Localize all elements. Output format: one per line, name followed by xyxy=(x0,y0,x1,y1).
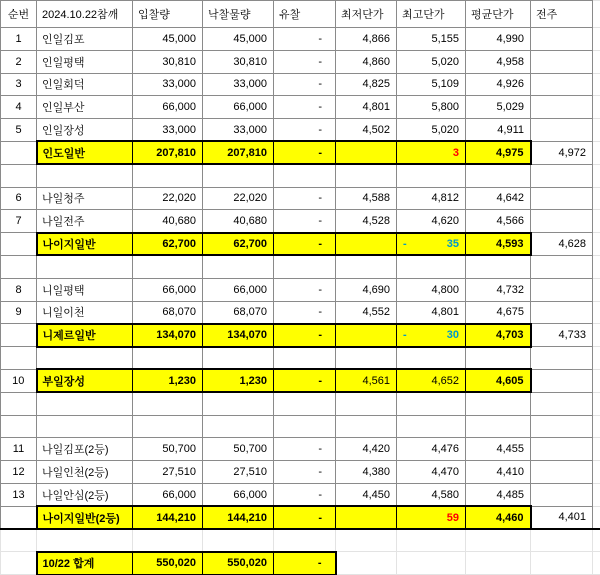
row-number-cell[interactable]: 9 xyxy=(1,301,37,324)
row-number-cell[interactable]: 1 xyxy=(1,28,37,51)
row-number-cell[interactable]: 11 xyxy=(1,438,37,461)
diff-value: 30 xyxy=(446,329,459,342)
bid-quantity-cell[interactable]: 45,000 xyxy=(133,28,203,51)
prev-week-cell[interactable] xyxy=(531,278,593,301)
prev-week-cell[interactable] xyxy=(531,28,593,51)
won-quantity-cell[interactable] xyxy=(203,164,274,187)
prev-week-cell[interactable]: 4,401 xyxy=(531,506,593,529)
won-quantity-cell[interactable]: 550,020 xyxy=(203,552,274,575)
won-quantity-cell[interactable]: 62,700 xyxy=(203,233,274,256)
spacer-cell xyxy=(593,119,600,142)
won-quantity-cell[interactable]: 27,510 xyxy=(203,461,274,484)
data-row xyxy=(1,278,600,301)
failed-bid-cell[interactable]: - xyxy=(274,506,336,529)
col-header-avg[interactable]: 평균단가 xyxy=(466,1,531,28)
max-price-cell[interactable]: 4,800 xyxy=(397,278,466,301)
max-price-cell[interactable]: 59 xyxy=(397,506,466,529)
bid-quantity-cell[interactable]: 33,000 xyxy=(133,73,203,96)
diff-value: 35 xyxy=(446,238,459,251)
max-price-cell[interactable]: 3 xyxy=(397,141,466,164)
failed-bid-cell[interactable]: - xyxy=(274,50,336,73)
negative-sign: - xyxy=(403,238,407,251)
max-price-cell[interactable]: 4,470 xyxy=(397,461,466,484)
avg-price-cell[interactable] xyxy=(466,164,531,187)
data-row xyxy=(1,119,600,142)
failed-bid-cell[interactable]: - xyxy=(274,28,336,51)
item-name-cell[interactable] xyxy=(37,347,133,370)
row-number-cell[interactable] xyxy=(1,392,37,415)
max-price-cell[interactable] xyxy=(397,415,466,438)
spacer-cell xyxy=(593,28,600,51)
spacer-cell xyxy=(593,141,600,164)
row-number-cell[interactable]: 3 xyxy=(1,73,37,96)
item-name-cell[interactable]: 나이지일반 xyxy=(37,233,133,256)
failed-bid-cell[interactable]: - xyxy=(274,233,336,256)
data-row xyxy=(1,50,600,73)
min-price-cell[interactable]: 4,860 xyxy=(336,50,397,73)
row-number-cell[interactable]: 7 xyxy=(1,210,37,233)
row-number-cell[interactable]: 6 xyxy=(1,187,37,210)
data-row xyxy=(1,483,600,506)
row-number-cell[interactable] xyxy=(1,164,37,187)
avg-price-cell[interactable]: 4,703 xyxy=(466,324,531,347)
min-price-cell[interactable]: 4,588 xyxy=(336,187,397,210)
max-price-cell[interactable]: 5,020 xyxy=(397,50,466,73)
bid-quantity-cell[interactable]: 134,070 xyxy=(133,324,203,347)
prev-week-cell[interactable] xyxy=(531,438,593,461)
bid-quantity-cell[interactable]: 66,000 xyxy=(133,278,203,301)
bid-quantity-cell[interactable] xyxy=(133,255,203,278)
bid-quantity-cell[interactable] xyxy=(133,164,203,187)
item-name-cell[interactable]: 인일회덕 xyxy=(37,73,133,96)
won-quantity-cell[interactable]: 134,070 xyxy=(203,324,274,347)
min-price-cell[interactable]: 4,801 xyxy=(336,96,397,119)
max-price-cell[interactable] xyxy=(397,255,466,278)
spacer-cell xyxy=(593,347,600,370)
prev-week-cell[interactable] xyxy=(531,415,593,438)
failed-bid-cell[interactable]: - xyxy=(274,483,336,506)
avg-price-cell[interactable] xyxy=(466,392,531,415)
avg-price-cell[interactable]: 4,460 xyxy=(466,506,531,529)
min-price-cell[interactable] xyxy=(336,392,397,415)
summary-row xyxy=(1,233,600,256)
prev-week-cell[interactable] xyxy=(531,392,593,415)
min-price-cell[interactable] xyxy=(336,347,397,370)
item-name-cell[interactable]: 니제르일반 xyxy=(37,324,133,347)
prev-week-cell[interactable]: 4,972 xyxy=(531,141,593,164)
row-number-cell[interactable]: 5 xyxy=(1,119,37,142)
prev-week-cell[interactable] xyxy=(531,119,593,142)
max-price-cell[interactable] xyxy=(397,164,466,187)
max-price-cell[interactable] xyxy=(397,233,466,256)
avg-price-cell[interactable]: 4,410 xyxy=(466,461,531,484)
won-quantity-cell[interactable] xyxy=(203,255,274,278)
row-number-cell[interactable] xyxy=(1,141,37,164)
item-name-cell[interactable] xyxy=(37,164,133,187)
min-price-cell[interactable]: 4,380 xyxy=(336,461,397,484)
prev-week-cell[interactable]: 4,733 xyxy=(531,324,593,347)
min-price-cell[interactable] xyxy=(336,324,397,347)
min-price-cell[interactable]: 4,825 xyxy=(336,73,397,96)
item-name-cell[interactable]: 인도일반 xyxy=(37,141,133,164)
won-quantity-cell[interactable]: 33,000 xyxy=(203,119,274,142)
item-name-cell[interactable]: 나일김포(2등) xyxy=(37,438,133,461)
negative-sign: - xyxy=(403,329,407,342)
won-quantity-cell[interactable]: 207,810 xyxy=(203,141,274,164)
failed-bid-cell[interactable] xyxy=(274,392,336,415)
won-quantity-cell[interactable]: 1,230 xyxy=(203,369,274,392)
bid-quantity-cell[interactable]: 27,510 xyxy=(133,461,203,484)
avg-price-cell[interactable] xyxy=(466,255,531,278)
max-price-cell[interactable]: 5,800 xyxy=(397,96,466,119)
min-price-cell[interactable] xyxy=(336,415,397,438)
max-price-cell[interactable] xyxy=(397,392,466,415)
row-number-cell[interactable] xyxy=(1,255,37,278)
row-number-cell[interactable] xyxy=(1,506,37,529)
avg-price-cell[interactable]: 4,642 xyxy=(466,187,531,210)
prev-week-cell[interactable] xyxy=(531,164,593,187)
summary-row xyxy=(1,141,600,164)
spacer-cell xyxy=(593,415,600,438)
spacer-cell xyxy=(593,301,600,324)
avg-price-cell[interactable] xyxy=(466,529,531,552)
item-name-cell[interactable]: 인일평택 xyxy=(37,50,133,73)
bid-quantity-cell[interactable]: 50,700 xyxy=(133,438,203,461)
failed-bid-cell[interactable]: - xyxy=(274,96,336,119)
avg-price-cell[interactable] xyxy=(466,415,531,438)
min-price-cell[interactable] xyxy=(336,552,397,575)
data-row xyxy=(1,438,600,461)
min-price-cell[interactable]: 4,690 xyxy=(336,278,397,301)
max-price-cell[interactable]: 4,652 xyxy=(397,369,466,392)
failed-bid-cell[interactable]: - xyxy=(274,301,336,324)
row-number-cell[interactable] xyxy=(1,324,37,347)
avg-price-cell[interactable]: 4,975 xyxy=(466,141,531,164)
item-name-cell[interactable]: 인일장성 xyxy=(37,119,133,142)
min-price-cell[interactable]: 4,502 xyxy=(336,119,397,142)
prev-week-cell[interactable] xyxy=(531,96,593,119)
avg-price-cell[interactable] xyxy=(466,552,531,575)
spacer-cell xyxy=(593,392,600,415)
bid-quantity-cell[interactable]: 30,810 xyxy=(133,50,203,73)
prev-week-cell[interactable] xyxy=(531,347,593,370)
prev-week-cell[interactable] xyxy=(531,210,593,233)
spacer-cell xyxy=(593,552,600,575)
won-quantity-cell[interactable]: 66,000 xyxy=(203,278,274,301)
blank-row xyxy=(1,347,600,370)
bid-quantity-cell[interactable]: 1,230 xyxy=(133,369,203,392)
failed-bid-cell[interactable]: - xyxy=(274,369,336,392)
spacer-cell xyxy=(593,461,600,484)
won-quantity-cell[interactable]: 33,000 xyxy=(203,73,274,96)
won-quantity-cell[interactable]: 50,700 xyxy=(203,438,274,461)
won-quantity-cell[interactable] xyxy=(203,529,274,552)
avg-price-cell[interactable]: 4,911 xyxy=(466,119,531,142)
spacer-cell xyxy=(593,96,600,119)
failed-bid-cell[interactable] xyxy=(274,164,336,187)
summary-row xyxy=(1,324,600,347)
row-number-cell[interactable]: 10 xyxy=(1,369,37,392)
row-number-cell[interactable]: 4 xyxy=(1,96,37,119)
col-header-low[interactable]: 최저단가 xyxy=(336,1,397,28)
bid-quantity-cell[interactable]: 66,000 xyxy=(133,483,203,506)
item-name-cell[interactable]: 나일인천(2등) xyxy=(37,461,133,484)
bid-quantity-cell[interactable] xyxy=(133,347,203,370)
min-price-cell[interactable]: 4,420 xyxy=(336,438,397,461)
blank-row xyxy=(1,255,600,278)
data-row xyxy=(1,28,600,51)
won-quantity-cell[interactable]: 144,210 xyxy=(203,506,274,529)
row-number-cell[interactable] xyxy=(1,415,37,438)
bid-quantity-cell[interactable]: 22,020 xyxy=(133,187,203,210)
bid-quantity-cell[interactable]: 68,070 xyxy=(133,301,203,324)
spacer-cell xyxy=(593,73,600,96)
blank-row xyxy=(1,415,600,438)
failed-bid-cell[interactable]: - xyxy=(274,278,336,301)
blank-row xyxy=(1,164,600,187)
avg-price-cell[interactable]: 4,485 xyxy=(466,483,531,506)
failed-bid-cell[interactable] xyxy=(274,347,336,370)
failed-bid-cell[interactable] xyxy=(274,529,336,552)
col-header-won_qty[interactable]: 낙찰물량 xyxy=(203,1,274,28)
col-header-spacer xyxy=(593,1,600,28)
won-quantity-cell[interactable]: 68,070 xyxy=(203,301,274,324)
item-name-cell[interactable]: 10/22 합계 xyxy=(37,552,133,575)
min-price-cell[interactable] xyxy=(336,255,397,278)
item-name-cell[interactable]: 나이지일반(2등) xyxy=(37,506,133,529)
prev-week-cell[interactable] xyxy=(531,187,593,210)
spacer-cell xyxy=(593,278,600,301)
min-price-cell[interactable] xyxy=(336,164,397,187)
col-header-seq[interactable]: 순번 xyxy=(1,1,37,28)
item-name-cell[interactable]: 나일안심(2등) xyxy=(37,483,133,506)
avg-price-cell[interactable]: 4,926 xyxy=(466,73,531,96)
max-price-cell[interactable]: 4,812 xyxy=(397,187,466,210)
min-price-cell[interactable]: 4,528 xyxy=(336,210,397,233)
avg-price-cell[interactable]: 4,675 xyxy=(466,301,531,324)
data-row xyxy=(1,187,600,210)
col-header-bid_qty[interactable]: 입찰량 xyxy=(133,1,203,28)
item-name-cell[interactable]: 나일청주 xyxy=(37,187,133,210)
col-header-prev[interactable]: 전주 xyxy=(531,1,593,28)
spacer-cell xyxy=(593,233,600,256)
bid-quantity-cell[interactable] xyxy=(133,529,203,552)
bid-quantity-cell[interactable] xyxy=(133,415,203,438)
max-price-cell[interactable] xyxy=(397,347,466,370)
spacer-cell xyxy=(593,255,600,278)
data-row xyxy=(1,301,600,324)
failed-bid-cell[interactable]: - xyxy=(274,461,336,484)
failed-bid-cell[interactable]: - xyxy=(274,73,336,96)
avg-price-cell[interactable]: 5,029 xyxy=(466,96,531,119)
min-price-cell[interactable]: 4,866 xyxy=(336,28,397,51)
max-price-cell[interactable]: 4,620 xyxy=(397,210,466,233)
prev-week-cell[interactable]: 4,628 xyxy=(531,233,593,256)
max-price-cell[interactable]: 4,801 xyxy=(397,301,466,324)
spacer-cell xyxy=(593,438,600,461)
max-price-cell[interactable]: 4,476 xyxy=(397,438,466,461)
item-name-cell[interactable]: 니일이천 xyxy=(37,301,133,324)
data-row xyxy=(1,210,600,233)
won-quantity-cell[interactable]: 66,000 xyxy=(203,483,274,506)
prev-week-cell[interactable] xyxy=(531,301,593,324)
failed-bid-cell[interactable] xyxy=(274,255,336,278)
blank-row xyxy=(1,392,600,415)
row-number-cell[interactable]: 13 xyxy=(1,483,37,506)
failed-bid-cell[interactable] xyxy=(274,415,336,438)
max-price-cell[interactable]: 5,155 xyxy=(397,28,466,51)
min-price-cell[interactable] xyxy=(336,529,397,552)
failed-bid-cell[interactable]: - xyxy=(274,210,336,233)
total-row xyxy=(1,552,600,575)
item-name-cell[interactable] xyxy=(37,255,133,278)
failed-bid-cell[interactable]: - xyxy=(274,324,336,347)
summary-row xyxy=(1,506,600,529)
item-name-cell[interactable]: 부일장성 xyxy=(37,369,133,392)
spacer-cell xyxy=(593,529,600,552)
prev-week-cell[interactable] xyxy=(531,461,593,484)
max-price-cell[interactable]: 4,580 xyxy=(397,483,466,506)
avg-price-cell[interactable]: 4,958 xyxy=(466,50,531,73)
blank-row xyxy=(1,529,600,552)
avg-price-cell[interactable] xyxy=(466,347,531,370)
spacer-cell xyxy=(593,50,600,73)
row-number-cell[interactable]: 2 xyxy=(1,50,37,73)
prev-week-cell[interactable] xyxy=(531,255,593,278)
bid-quantity-cell[interactable] xyxy=(133,392,203,415)
won-quantity-cell[interactable] xyxy=(203,415,274,438)
highlight-data-row xyxy=(1,369,600,392)
bid-quantity-cell[interactable]: 33,000 xyxy=(133,119,203,142)
failed-bid-cell[interactable]: - xyxy=(274,552,336,575)
won-quantity-cell[interactable]: 66,000 xyxy=(203,96,274,119)
data-row xyxy=(1,73,600,96)
max-price-cell[interactable] xyxy=(397,529,466,552)
spacer-cell xyxy=(593,324,600,347)
bid-quantity-cell[interactable]: 144,210 xyxy=(133,506,203,529)
min-price-cell[interactable] xyxy=(336,141,397,164)
won-quantity-cell[interactable]: 40,680 xyxy=(203,210,274,233)
min-price-cell[interactable]: 4,561 xyxy=(336,369,397,392)
data-row xyxy=(1,461,600,484)
failed-bid-cell[interactable]: - xyxy=(274,187,336,210)
avg-price-cell[interactable]: 4,455 xyxy=(466,438,531,461)
item-name-cell[interactable] xyxy=(37,415,133,438)
row-number-cell[interactable]: 8 xyxy=(1,278,37,301)
data-row xyxy=(1,96,600,119)
row-number-cell[interactable] xyxy=(1,529,37,552)
row-number-cell[interactable] xyxy=(1,552,37,575)
avg-price-cell[interactable]: 4,990 xyxy=(466,28,531,51)
bid-quantity-cell[interactable]: 66,000 xyxy=(133,96,203,119)
bid-quantity-cell[interactable]: 550,020 xyxy=(133,552,203,575)
max-price-cell[interactable] xyxy=(397,552,466,575)
bid-quantity-cell[interactable]: 207,810 xyxy=(133,141,203,164)
won-quantity-cell[interactable] xyxy=(203,347,274,370)
item-name-cell[interactable]: 인일김포 xyxy=(37,28,133,51)
item-name-cell[interactable]: 인일부산 xyxy=(37,96,133,119)
prev-week-cell[interactable] xyxy=(531,552,593,575)
max-price-cell[interactable]: 5,020 xyxy=(397,119,466,142)
item-name-cell[interactable]: 나일전주 xyxy=(37,210,133,233)
col-header-fail[interactable]: 유찰 xyxy=(274,1,336,28)
col-header-name[interactable]: 2024.10.22참깨 xyxy=(37,1,133,28)
spacer-cell xyxy=(593,369,600,392)
min-price-cell[interactable] xyxy=(336,506,397,529)
avg-price-cell[interactable]: 4,566 xyxy=(466,210,531,233)
row-number-cell[interactable] xyxy=(1,347,37,370)
max-price-cell[interactable]: 5,109 xyxy=(397,73,466,96)
col-header-high[interactable]: 최고단가 xyxy=(397,1,466,28)
min-price-cell[interactable]: 4,552 xyxy=(336,301,397,324)
failed-bid-cell[interactable]: - xyxy=(274,141,336,164)
max-price-cell[interactable] xyxy=(397,324,466,347)
spacer-cell xyxy=(593,164,600,187)
min-price-cell[interactable] xyxy=(336,233,397,256)
spacer-cell xyxy=(593,483,600,506)
spacer-cell xyxy=(593,506,600,529)
item-name-cell[interactable]: 니일평택 xyxy=(37,278,133,301)
prev-week-cell[interactable] xyxy=(531,529,593,552)
prev-week-cell[interactable] xyxy=(531,73,593,96)
won-quantity-cell[interactable]: 45,000 xyxy=(203,28,274,51)
won-quantity-cell[interactable]: 30,810 xyxy=(203,50,274,73)
spacer-cell xyxy=(593,187,600,210)
failed-bid-cell[interactable]: - xyxy=(274,438,336,461)
prev-week-cell[interactable] xyxy=(531,483,593,506)
row-number-cell[interactable] xyxy=(1,233,37,256)
item-name-cell[interactable] xyxy=(37,392,133,415)
row-number-cell[interactable]: 12 xyxy=(1,461,37,484)
item-name-cell[interactable] xyxy=(37,529,133,552)
won-quantity-cell[interactable] xyxy=(203,392,274,415)
bid-quantity-cell[interactable]: 62,700 xyxy=(133,233,203,256)
avg-price-cell[interactable]: 4,605 xyxy=(466,369,531,392)
failed-bid-cell[interactable]: - xyxy=(274,119,336,142)
spacer-cell xyxy=(593,210,600,233)
avg-price-cell[interactable]: 4,732 xyxy=(466,278,531,301)
prev-week-cell[interactable] xyxy=(531,369,593,392)
min-price-cell[interactable]: 4,450 xyxy=(336,483,397,506)
won-quantity-cell[interactable]: 22,020 xyxy=(203,187,274,210)
avg-price-cell[interactable]: 4,593 xyxy=(466,233,531,256)
bid-quantity-cell[interactable]: 40,680 xyxy=(133,210,203,233)
prev-week-cell[interactable] xyxy=(531,50,593,73)
